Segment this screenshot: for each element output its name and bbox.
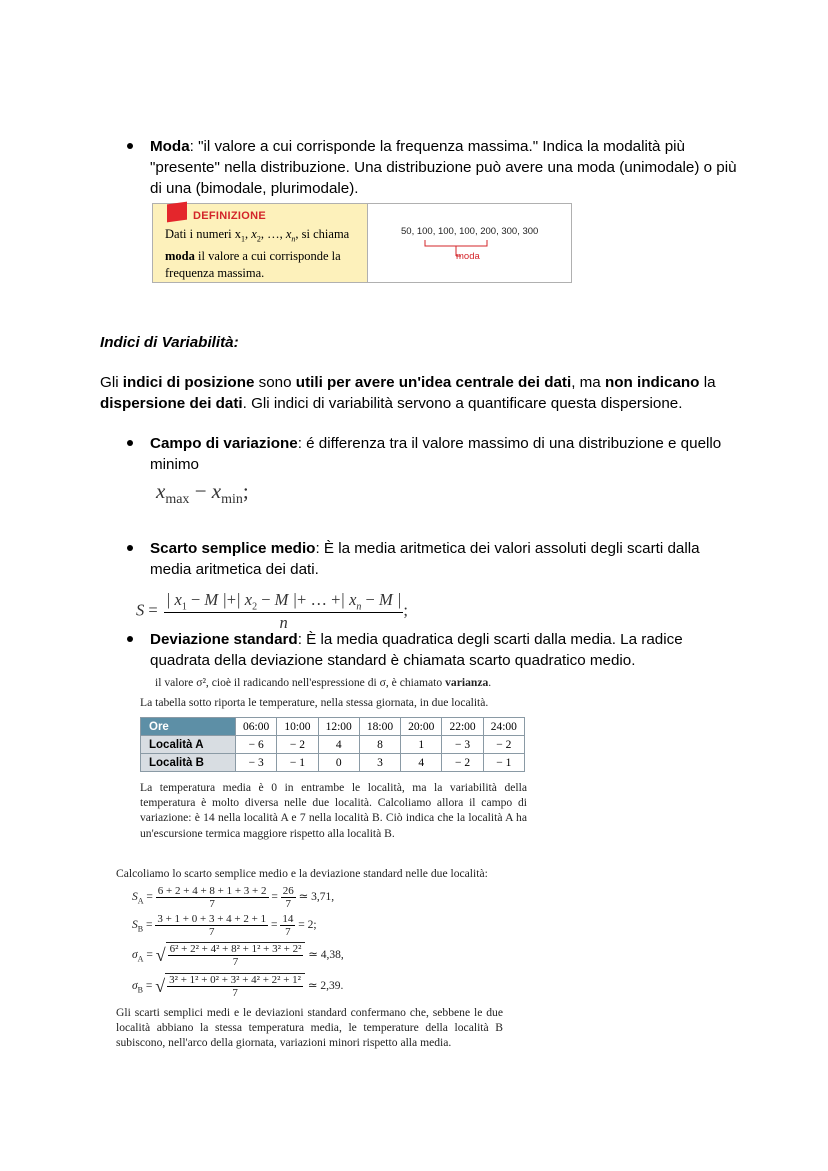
campo-term: Campo di variazione [150,435,298,452]
definition-box [152,203,572,283]
table-cell: − 2 [277,736,318,754]
campo-formula: $x_{max} - x_{min}$; [156,479,249,508]
section-heading: Indici di Variabilità: [100,334,239,351]
sigma-a-equation: $\sigma_A$ = √ $\frac{\text{6² + 2² + 4² + 8² + 1² + 3² + 2²}}{7}$ ≃ 4,38, [132,943,344,968]
scarto-paragraph: Scarto semplice medio: È la media aritmetica dei valori assoluti degli scarti dalla media aritmetica dei dati. [150,540,700,578]
table-cell: − 3 [442,736,483,754]
table-cell: − 2 [442,754,483,772]
sigma-b-equation: $\sigma_B$ = √ $\frac{\text{3² + 1² + 0² + 3² + 4² + 2² + 1²}}{7}$ ≃ 2,39. [132,974,344,999]
bullet-deviazione [127,636,133,642]
table-cell: − 2 [483,736,524,754]
temperature-table [140,717,525,772]
bullet-scarto [127,545,133,551]
definition-title: DEFINIZIONE [193,210,266,222]
bullet-moda [127,143,133,149]
hour-cell: 12:00 [318,718,359,736]
table-cell: − 3 [236,754,277,772]
deviazione-paragraph: Deviazione standard: È la media quadratica degli scarti dalla media. La radice quadrata della deviazione standard è chiamata scarto quadratico medio. [150,631,683,669]
moda-text: : "il valore a cui corrisponde la frequenza massima." Indica la modalità più "presente" nella distribuzione. Una distribuzione può avere una moda (unimodale) o più di una (bimodale, plurimodale). [150,138,737,197]
table-cell: − 1 [277,754,318,772]
conclusion-text: Gli scarti semplici medi e le deviazioni standard confermano che, sebbene le due località abbiano la stessa temperatura media, le temperature della località B subiscono, nell'arco della giornata, variazioni minori rispetto alla media. [116,1006,503,1050]
table-cell: 3 [359,754,400,772]
table-header-label: Ore [141,718,236,736]
calc-intro: Calcoliamo lo scarto semplice medio e la deviazione standard nelle due località: [116,867,488,880]
scarto-term: Scarto semplice medio [150,540,316,557]
intro-paragraph: Gli indici di posizione sono utili per avere un'idea centrale dei dati, ma non indicano la dispersione dei dati. Gli indici di variabilità servono a quantificare questa dispersione. [100,374,716,412]
table-intro: La tabella sotto riporta le temperature, nella stessa giornata, in due località. [140,696,489,709]
moda-paragraph [150,136,740,199]
definition-text: Dati i numeri $x_1$, $x_2$, …, $x_n$, si chiama moda il valore a cui corrisponde la frequenza massima. [165,227,350,280]
deviazione-term: Deviazione standard [150,631,298,648]
moda-term: Moda [150,138,190,155]
table-cell: 0 [318,754,359,772]
moda-label: moda [456,251,480,262]
hour-cell: 06:00 [236,718,277,736]
row-label: Località B [141,754,236,772]
table-row [141,736,525,754]
sa-equation: $S_A$ = $\frac{6 + 2 + 4 + 8 + 1 + 3 + 2}{7}$ = $\frac{26}{7}$ ≃ 3,71, [132,885,335,910]
table-cell: 1 [401,736,442,754]
varianza-line: il valore σ², cioè il radicando nell'espressione di σ, è chiamato varianza. [155,676,492,689]
table-header-row [141,718,525,736]
after-table-text: La temperatura media è 0 in entrambe le località, ma la variabilità della temperatura è molto diversa nelle due località. Calcoliamo allora il campo di variazione: è 14 nella località A e 7 nella località B. Ciò indica che la località A ha un'escursione termica maggiore rispetto alla località B. [140,781,527,840]
definition-panel [153,204,368,282]
table-cell: 8 [359,736,400,754]
row-label: Località A [141,736,236,754]
hour-cell: 18:00 [359,718,400,736]
moda-sequence: 50, 100, 100, 100, 200, 300, 300 [401,226,539,237]
sb-equation: $S_B$ = $\frac{3 + 1 + 0 + 3 + 4 + 2 + 1}{7}$ = $\frac{14}{7}$ = 2; [132,913,317,938]
table-cell: 4 [401,754,442,772]
hour-cell: 20:00 [401,718,442,736]
scarto-formula: S = $\frac{| x_1 - M |+| x_2 - M |+ \dots +| x_n - M |}{n}$ ; [136,590,408,633]
table-cell: 4 [318,736,359,754]
table-cell: − 6 [236,736,277,754]
campo-paragraph: Campo di variazione: é differenza tra il valore massimo di una distribuzione e quello minimo [150,435,722,473]
hour-cell: 22:00 [442,718,483,736]
bullet-campo [127,440,133,446]
flag-icon [167,202,187,223]
table-row [141,754,525,772]
hour-cell: 24:00 [483,718,524,736]
hour-cell: 10:00 [277,718,318,736]
table-cell: − 1 [483,754,524,772]
